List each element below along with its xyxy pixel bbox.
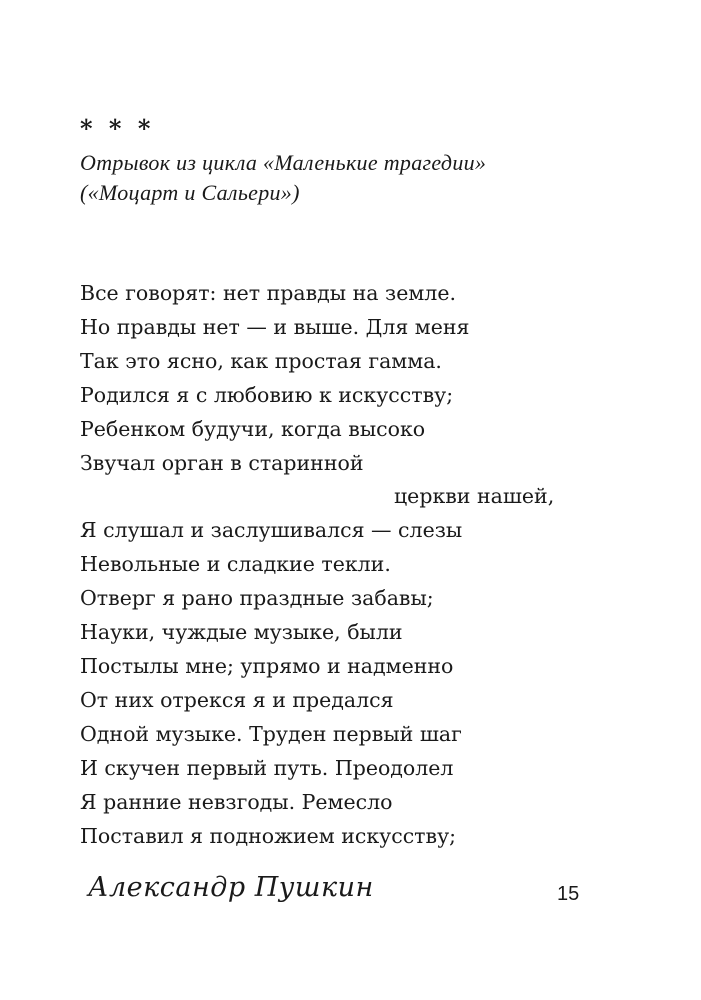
poem-text <box>80 277 554 853</box>
poem-line: Одной музыке. Труден первый шаг <box>80 721 462 746</box>
poem-line: И скучен первый путь. Преодолел <box>80 755 454 780</box>
poem-line: Я ранние невзгоды. Ремесло <box>80 789 393 814</box>
poem-line: Звучал орган в старинной <box>80 450 364 475</box>
poem-line: Невольные и сладкие текли. <box>80 552 391 577</box>
poem-line: Поставил я подножием искусству; <box>80 823 457 848</box>
poem-line: Ребенком будучи, когда высоко <box>80 416 426 441</box>
poem-line: Родился я с любовию к искусству; <box>80 382 454 407</box>
poem-line: Но правды нет — и выше. Для меня <box>80 314 470 339</box>
subtitle-line: Отрывок из цикла «Маленькие трагедии» <box>80 150 487 175</box>
poem-line: Так это ясно, как простая гамма. <box>80 348 442 373</box>
section-separator-stars: * * * <box>80 114 155 143</box>
poem-line: Постылы мне; упрямо и надменно <box>80 653 454 678</box>
running-footer-author: Александр Пушкин <box>88 872 374 903</box>
poem-line: Я слушал и заслушивался — слезы <box>80 518 463 543</box>
poem-line: Все говорят: нет правды на земле. <box>80 281 456 305</box>
subtitle-line: («Моцарт и Сальери») <box>80 180 300 205</box>
poem-line: От них отрекся я и предался <box>80 687 394 712</box>
poem-subtitle <box>80 148 486 208</box>
poem-line: Науки, чуждые музыке, были <box>80 620 403 645</box>
poem-line: Отверг я рано праздные забавы; <box>80 586 434 611</box>
page-number: 15 <box>557 883 580 905</box>
poem-line-continuation: церкви нашей, <box>394 484 555 509</box>
